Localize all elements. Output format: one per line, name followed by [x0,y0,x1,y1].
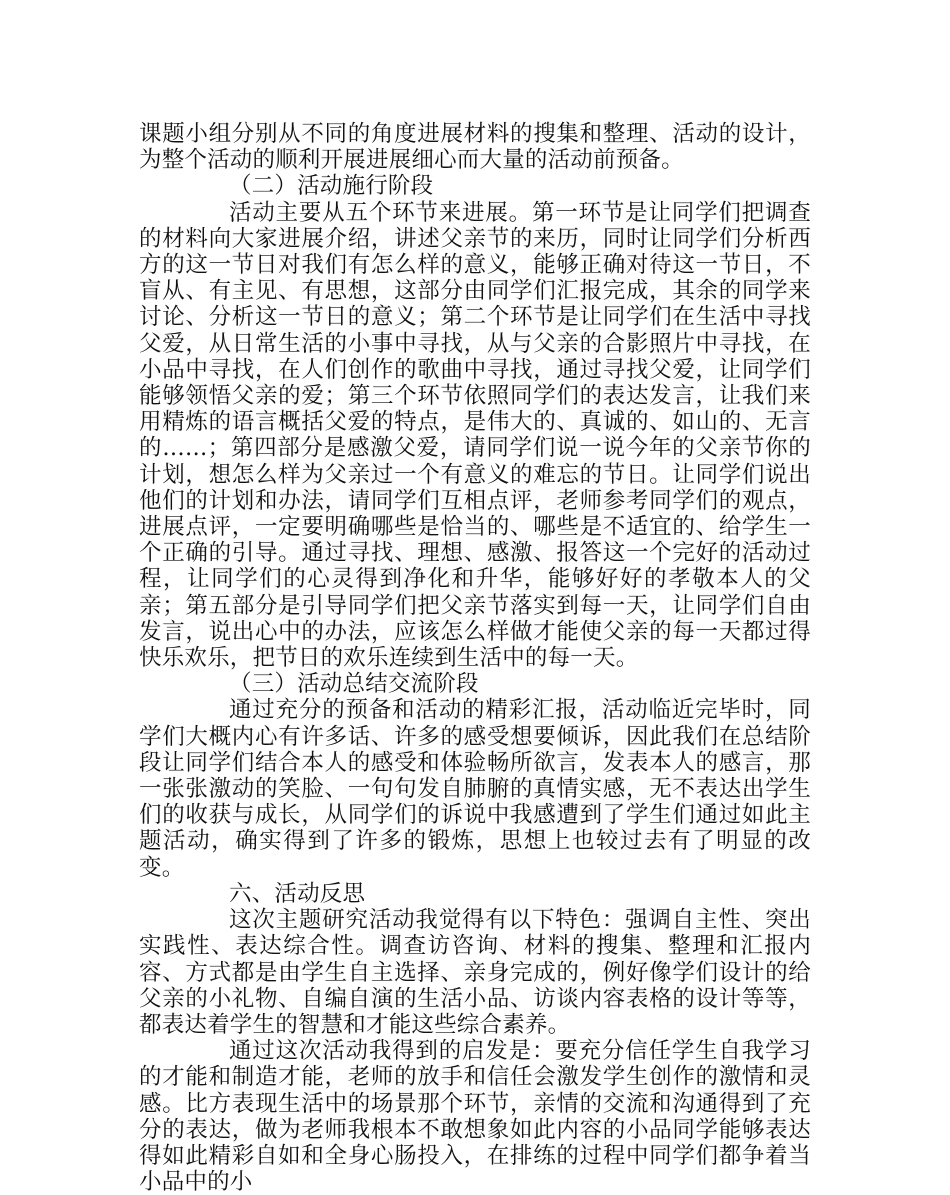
paragraph-intro-continuation: 课题小组分别从不同的角度进展材料的搜集和整理、活动的设计，为整个活动的顺利开展进展细心而大量的活动前预备。 [139,121,811,174]
paragraph-reflection-inspiration: 通过这次活动我得到的启发是：要充分信任学生自我学习的才能和制造才能，老师的放手和信任会激发学生创作的激情和灵感。比方表现生活中的场景那个环节，亲情的交流和沟通得到了充分的表达，做为老师我根本不敢想象如此内容的小品同学能够表达得如此精彩自如和全身心肠投入，在排练的过程中同学们都争着当小品中的小 [139,1038,811,1195]
document-body [139,121,811,1195]
heading-activity-implementation-stage: （二）活动施行阶段 [229,173,434,200]
paragraph-implementation-stage: 活动主要从五个环节来进展。第一环节是让同学们把调查的材料向大家进展介绍，讲述父亲节的来历，同时让同学们分析西方的这一节日对我们有怎么样的意义，能够正确对待这一节日，不盲从、有主见、有思想，这部分由同学们汇报完成，其余的同学来讨论、分析这一节日的意义；第二个环节是让同学们在生活中寻找父爱，从日常生活的小事中寻找，从与父亲的合影照片中寻找，在小品中寻找，在人们创作的歌曲中寻找，通过寻找父爱，让同学们能够领悟父亲的爱；第三个环节依照同学们的表达发言，让我们来用精炼的语言概括父爱的特点，是伟大的、真诚的、如山的、无言的……；第四部分是感激父爱，请同学们说一说今年的父亲节你的计划，想怎么样为父亲过一个有意义的难忘的节日。让同学们说出他们的计划和办法，请同学们互相点评，老师参考同学们的观点，进展点评，一定要明确哪些是恰当的、哪些是不适宜的、给学生一个正确的引导。通过寻找、理想、感激、报答这一个完好的活动过程，让同学们的心灵得到净化和升华，能够好好的孝敬本人的父亲；第五部分是引导同学们把父亲节落实到每一天，让同学们自由发言，说出心中的办法，应该怎么样做才能使父亲的每一天都过得快乐欢乐，把节日的欢乐连续到生活中的每一天。 [139,199,811,672]
heading-summary-exchange-stage: （三）活动总结交流阶段 [229,671,479,698]
paragraph-summary-exchange-stage: 通过充分的预备和活动的精彩汇报，活动临近完毕时，同学们大概内心有许多话、许多的感受想要倾诉，因此我们在总结阶段让同学们结合本人的感受和体验畅所欲言，发表本人的感言，那一张张激动的笑脸、一句句发自肺腑的真情实感，无不表达出学生们的收获与成长，从同学们的诉说中我感遭到了学生们通过如此主题活动，确实得到了许多的锻炼，思想上也较过去有了明显的改变。 [139,697,811,881]
heading-activity-reflection: 六、活动反思 [229,880,366,907]
paragraph-reflection-features: 这次主题研究活动我觉得有以下特色：强调自主性、突出实践性、表达综合性。调查访咨询、材料的搜集、整理和汇报内容、方式都是由学生自主选择、亲身完成的，例好像学们设计的给父亲的小礼物、自编自演的生活小品、访谈内容表格的设计等等，都表达着学生的智慧和才能这些综合素养。 [139,907,811,1038]
